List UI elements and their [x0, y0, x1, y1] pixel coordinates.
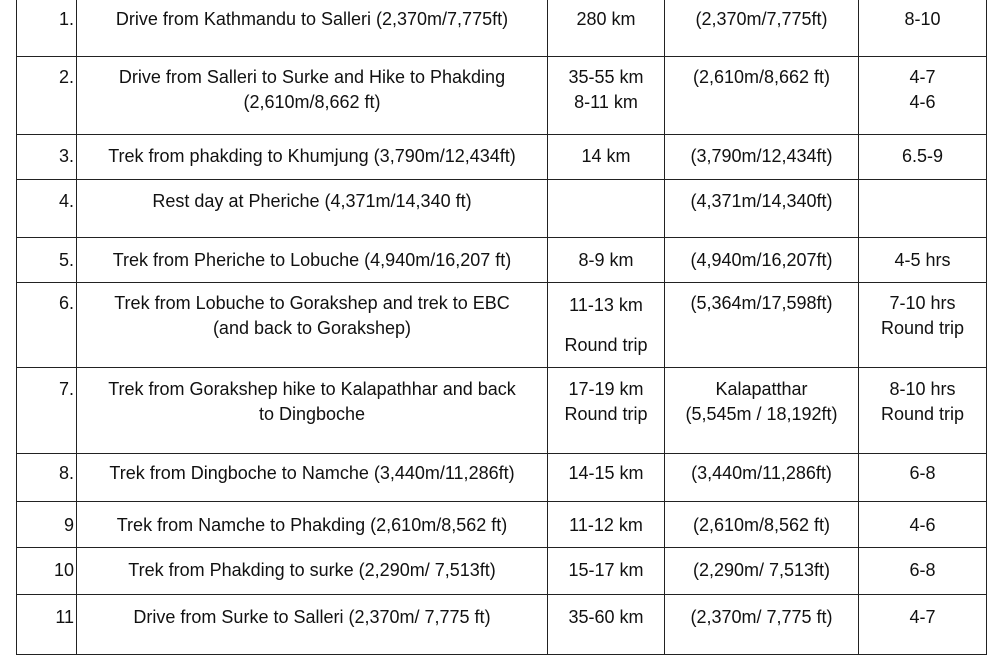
table-row [17, 0, 987, 57]
row-number [17, 502, 77, 548]
duration-cell [859, 595, 987, 655]
distance-cell-line: 35-60 km [568, 607, 644, 627]
duration-cell [859, 135, 987, 180]
altitude-cell [665, 368, 859, 454]
itinerary-description-line: Rest day at Pheriche (4,371m/14,340 ft) [152, 191, 472, 211]
distance-cell [548, 548, 665, 595]
altitude-cell-line: (2,610m/8,662 ft) [692, 67, 831, 87]
row-number-text: 9 [63, 515, 74, 535]
row-number-text: 2. [58, 67, 74, 87]
altitude-cell-line: (2,290m/ 7,513ft) [692, 560, 831, 580]
duration-cell [859, 368, 987, 454]
itinerary-table [16, 0, 987, 655]
altitude-cell [665, 595, 859, 655]
distance-cell-line: 8-11 km [574, 92, 638, 112]
itinerary-description-line: to Dingboche [258, 404, 366, 424]
table-row [17, 454, 987, 502]
distance-cell-line: Round trip [564, 335, 648, 355]
itinerary-description [77, 57, 548, 135]
distance-cell [548, 368, 665, 454]
altitude-cell-line: (5,545m / 18,192ft) [685, 404, 838, 424]
duration-cell [859, 180, 987, 238]
duration-cell-line: 4-6 [909, 515, 936, 535]
duration-cell-line: 8-10 [904, 9, 941, 29]
itinerary-description [77, 0, 548, 57]
row-number [17, 368, 77, 454]
distance-cell [548, 595, 665, 655]
altitude-cell [665, 283, 859, 368]
distance-cell [548, 57, 665, 135]
itinerary-description-line: Drive from Kathmandu to Salleri (2,370m/7,775ft) [115, 9, 509, 29]
table-row [17, 502, 987, 548]
row-number-text: 11 [55, 607, 74, 627]
table-row [17, 180, 987, 238]
duration-cell [859, 57, 987, 135]
row-number-text: 8. [58, 463, 74, 483]
duration-cell-line: 8-10 hrs [889, 379, 956, 399]
itinerary-description [77, 180, 548, 238]
distance-cell-line: 17-19 km [568, 379, 644, 399]
altitude-cell-line: (4,371m/14,340ft) [690, 191, 833, 211]
duration-cell [859, 0, 987, 57]
row-number [17, 238, 77, 283]
duration-cell [859, 283, 987, 368]
distance-cell-line: 280 km [576, 9, 636, 29]
row-number [17, 135, 77, 180]
itinerary-description-line: Trek from Namche to Phakding (2,610m/8,562 ft) [116, 515, 508, 535]
row-number [17, 454, 77, 502]
altitude-cell [665, 502, 859, 548]
distance-cell [548, 0, 665, 57]
distance-cell [548, 502, 665, 548]
altitude-cell-line: (2,610m/8,562 ft) [692, 515, 831, 535]
itinerary-description-line: Trek from Dingboche to Namche (3,440m/11,286ft) [109, 463, 515, 483]
duration-cell-line: Round trip [880, 404, 965, 424]
duration-cell-line: 4-5 hrs [894, 250, 951, 270]
altitude-cell [665, 0, 859, 57]
itinerary-description [77, 368, 548, 454]
distance-cell-line: 11-12 km [569, 515, 643, 535]
itinerary-description [77, 502, 548, 548]
itinerary-description-line: Trek from Lobuche to Gorakshep and trek to EBC [114, 293, 510, 313]
row-number-text: 3. [58, 146, 74, 166]
row-number-text: 6. [58, 293, 74, 313]
altitude-cell [665, 57, 859, 135]
duration-cell-line: 4-6 [909, 92, 936, 112]
altitude-cell-line: (2,370m/ 7,775 ft) [690, 607, 833, 627]
table-row [17, 368, 987, 454]
row-number [17, 595, 77, 655]
duration-cell-line: Round trip [880, 318, 965, 338]
altitude-cell [665, 454, 859, 502]
duration-cell-line: 6-8 [909, 560, 936, 580]
itinerary-description [77, 454, 548, 502]
altitude-cell-line: (3,440m/11,286ft) [691, 463, 832, 483]
duration-cell [859, 454, 987, 502]
distance-cell [548, 180, 665, 238]
duration-cell [859, 548, 987, 595]
duration-cell-line: 6-8 [909, 463, 936, 483]
distance-cell [548, 238, 665, 283]
row-number-text: 5. [58, 250, 74, 270]
itinerary-description [77, 238, 548, 283]
duration-cell-line: 4-7 [909, 607, 936, 627]
distance-cell-line: 14-15 km [568, 463, 644, 483]
duration-cell-line: 4-7 [909, 67, 936, 87]
duration-cell-line: 6.5-9 [901, 146, 944, 166]
altitude-cell-line: Kalapatthar [715, 379, 808, 399]
altitude-cell [665, 238, 859, 283]
altitude-cell [665, 548, 859, 595]
distance-cell-line: 35-55 km [568, 67, 644, 87]
row-number [17, 180, 77, 238]
duration-cell [859, 238, 987, 283]
table-row [17, 548, 987, 595]
itinerary-description-line: (and back to Gorakshep) [212, 318, 412, 338]
table-row [17, 135, 987, 180]
row-number-text: 1. [58, 9, 74, 29]
table-row [17, 595, 987, 655]
altitude-cell-line: (2,370m/7,775ft) [695, 9, 828, 29]
altitude-cell-line: (3,790m/12,434ft) [690, 146, 833, 166]
duration-cell [859, 502, 987, 548]
duration-cell-line: 7-10 hrs [889, 293, 956, 313]
table-row [17, 238, 987, 283]
itinerary-description-line: Trek from Gorakshep hike to Kalapathhar and back [108, 379, 516, 399]
distance-cell-line: Round trip [564, 404, 648, 424]
distance-cell-line: 15-17 km [568, 560, 644, 580]
row-number [17, 283, 77, 368]
itinerary-description [77, 548, 548, 595]
distance-cell [548, 135, 665, 180]
itinerary-description [77, 283, 548, 368]
distance-cell [548, 454, 665, 502]
row-number-text: 10 [53, 560, 74, 580]
altitude-cell [665, 135, 859, 180]
distance-cell-line: 14 km [581, 146, 631, 166]
itinerary-description [77, 595, 548, 655]
distance-cell-line: 8-9 km [578, 250, 634, 270]
altitude-cell-line: (5,364m/17,598ft) [690, 293, 833, 313]
altitude-cell-line: (4,940m/16,207ft) [690, 250, 833, 270]
table-row [17, 283, 987, 368]
row-number-text: 4. [58, 191, 74, 211]
itinerary-description [77, 135, 548, 180]
itinerary-description-line: Trek from Pheriche to Lobuche (4,940m/16,207 ft) [112, 250, 512, 270]
distance-cell [548, 283, 665, 368]
table-row [17, 57, 987, 135]
row-number [17, 0, 77, 57]
distance-cell-line: 11-13 km [569, 295, 643, 315]
altitude-cell [665, 180, 859, 238]
row-number [17, 57, 77, 135]
itinerary-description-line: (2,610m/8,662 ft) [243, 92, 381, 112]
itinerary-description-line: Drive from Surke to Salleri (2,370m/ 7,775 ft) [133, 607, 491, 627]
row-number-text: 7. [58, 379, 74, 399]
itinerary-description-line: Trek from phakding to Khumjung (3,790m/12,434ft) [108, 146, 516, 166]
row-number [17, 548, 77, 595]
itinerary-description-line: Drive from Salleri to Surke and Hike to Phakding [118, 67, 506, 87]
itinerary-description-line: Trek from Phakding to surke (2,290m/ 7,513ft) [128, 560, 496, 580]
